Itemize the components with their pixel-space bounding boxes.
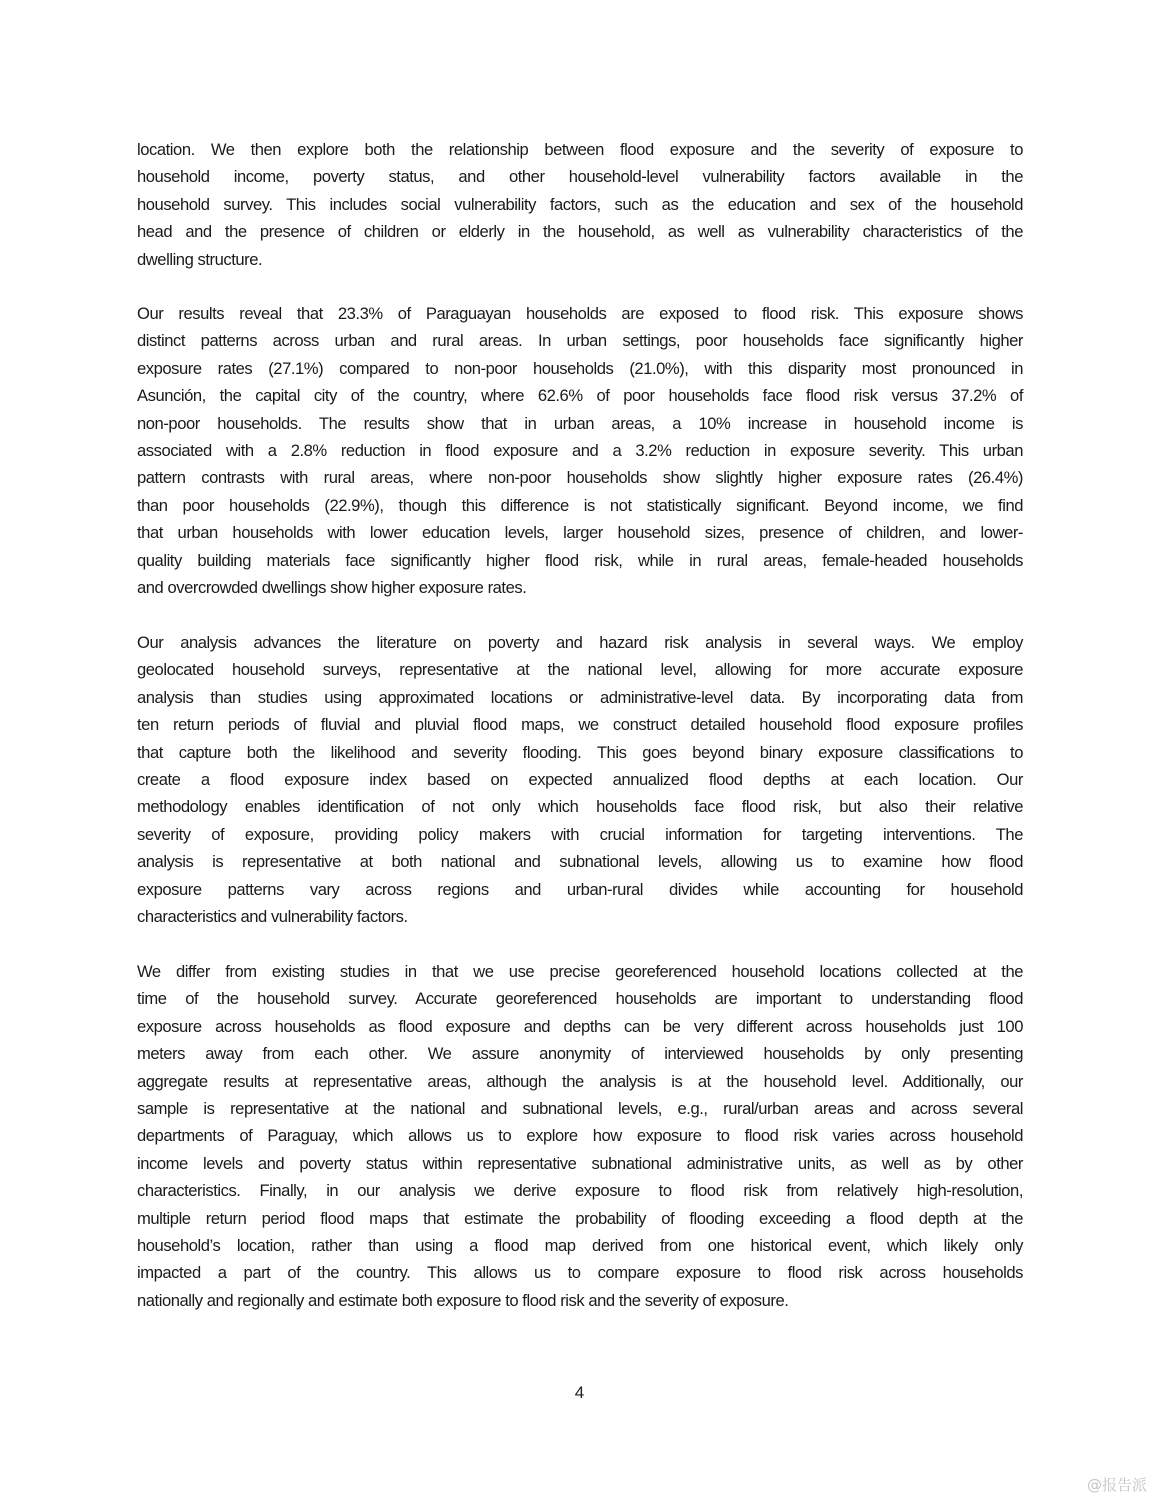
text-line: nationally and regionally and estimate both exposure to flood risk and the severity of exposure. [137, 1290, 789, 1310]
text-line: that urban households with lower education levels, larger household sizes, presence of children, and lower- [137, 523, 1023, 543]
text-line: sample is representative at the national and subnational levels, e.g., rural/urban areas and across several [137, 1098, 1023, 1118]
text-line: analysis is representative at both national and subnational levels, allowing us to examine how flood [137, 852, 1023, 872]
text-line: exposure across households as flood exposure and depths can be very different across households just 100 [137, 1016, 1023, 1036]
text-line: and overcrowded dwellings show higher exposure rates. [137, 577, 527, 597]
text-line: time of the household survey. Accurate georeferenced households are important to understanding flood [137, 989, 1023, 1009]
paragraph-2 [137, 300, 1023, 601]
text-line: meters away from each other. We assure anonymity of interviewed households by only presenting [137, 1044, 1023, 1064]
text-line: create a flood exposure index based on expected annualized flood depths at each location. Our [137, 769, 1023, 789]
text-line: impacted a part of the country. This allows us to compare exposure to flood risk across households [137, 1263, 1023, 1283]
paragraph-1 [137, 136, 1023, 273]
text-line: characteristics. Finally, in our analysis we derive exposure to flood risk from relatively high-resolution, [137, 1181, 1023, 1201]
text-line: household income, poverty status, and other household-level vulnerability factors available in the [137, 167, 1023, 187]
text-line: geolocated household surveys, representative at the national level, allowing for more accurate exposure [137, 660, 1023, 680]
paragraph-4 [137, 958, 1023, 1314]
text-line: exposure patterns vary across regions and urban-rural divides while accounting for household [137, 879, 1023, 899]
text-line: Our results reveal that 23.3% of Paraguayan households are exposed to flood risk. This exposure shows [137, 304, 1023, 323]
text-line: head and the presence of children or elderly in the household, as well as vulnerability characteristics of the [137, 222, 1023, 242]
text-line: characteristics and vulnerability factors. [137, 906, 408, 926]
text-line: severity of exposure, providing policy makers with crucial information for targeting interventions. The [137, 824, 1023, 844]
text-line: methodology enables identification of not only which households face flood risk, but also their relative [137, 797, 1023, 817]
text-line: exposure rates (27.1%) compared to non-poor households (21.0%), with this disparity most pronounced in [137, 358, 1023, 378]
text-line: We differ from existing studies in that we use precise georeferenced household locations collected at the [137, 962, 1023, 981]
text-line: analysis than studies using approximated locations or administrative-level data. By incorporating data from [137, 687, 1023, 707]
text-line: household’s location, rather than using a flood map derived from one historical event, which likely only [137, 1235, 1023, 1255]
text-line: departments of Paraguay, which allows us to explore how exposure to flood risk varies across household [137, 1126, 1023, 1146]
text-line: household survey. This includes social vulnerability factors, such as the education and sex of the household [137, 194, 1023, 214]
text-line: aggregate results at representative areas, although the analysis is at the household level. Additionally, our [137, 1071, 1023, 1091]
text-line: non-poor households. The results show that in urban areas, a 10% increase in household income is [137, 413, 1023, 433]
text-line: quality building materials face significantly higher flood risk, while in rural areas, female-headed households [137, 550, 1023, 570]
text-line: than poor households (22.9%), though this difference is not statistically significant. Beyond income, we find [137, 495, 1023, 515]
text-line: associated with a 2.8% reduction in flood exposure and a 3.2% reduction in exposure severity. This urban [137, 440, 1023, 460]
text-line: Our analysis advances the literature on poverty and hazard risk analysis in several ways. We employ [137, 633, 1023, 652]
text-line: ten return periods of fluvial and pluvial flood maps, we construct detailed household flood exposure profiles [137, 715, 1023, 735]
text-line: location. We then explore both the relationship between flood exposure and the severity of exposure to [137, 140, 1023, 159]
text-line: Asunción, the capital city of the country, where 62.6% of poor households face flood risk versus 37.2% of [137, 386, 1023, 406]
text-line: income levels and poverty status within representative subnational administrative units, as well as by other [137, 1153, 1023, 1173]
text-line: distinct patterns across urban and rural areas. In urban settings, poor households face significantly higher [137, 331, 1023, 351]
text-line: dwelling structure. [137, 249, 263, 269]
page-number: 4 [574, 1383, 585, 1402]
text-line: pattern contrasts with rural areas, where non-poor households show slightly higher exposure rates (26.4%) [137, 468, 1023, 488]
text-line: multiple return period flood maps that estimate the probability of flooding exceeding a flood depth at the [137, 1208, 1023, 1228]
paragraph-3 [137, 629, 1023, 930]
watermark: @报告派 [1086, 1476, 1147, 1494]
text-line: that capture both the likelihood and severity flooding. This goes beyond binary exposure classifications to [137, 742, 1023, 762]
